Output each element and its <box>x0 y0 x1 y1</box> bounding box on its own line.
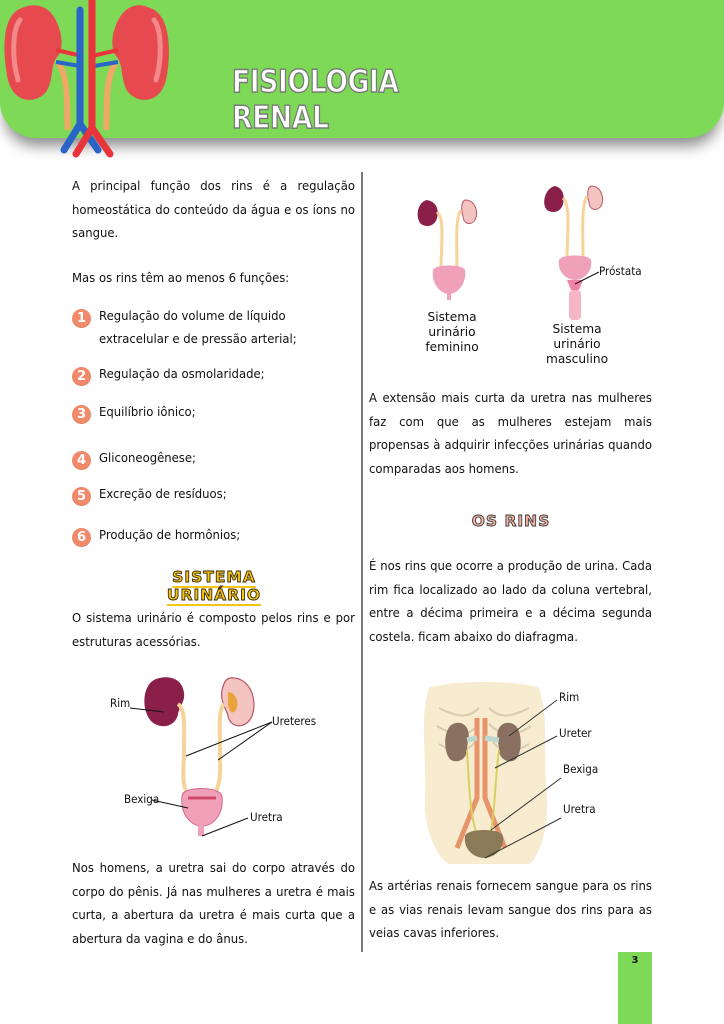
section-title-sistema-urinario: SISTEMA URINÁRIO <box>166 568 262 604</box>
urinary-system-paragraph: O sistema urinário é composto pelos rins e por estruturas acessórias. <box>72 610 355 649</box>
functions-intro: Mas os rins têm ao menos 6 funções: <box>72 270 290 285</box>
closing-paragraph-left: Nos homens, a uretra sai do corpo através do corpo do pênis. Já nas mulheres a uretra é mais curta, a abertura da uretra é mais curta que a abertura da vagina e do ânus. <box>72 860 355 946</box>
torso-kidney-illustration-icon <box>409 678 659 868</box>
function-label: Produção de hormônios; <box>99 527 241 542</box>
function-label: Regulação do volume de líquido extracelular e de pressão arterial; <box>99 308 297 346</box>
function-label: Gliconeogênese; <box>99 450 196 465</box>
function-item-5 <box>72 482 329 506</box>
function-item-6 <box>72 523 329 547</box>
caption-female-system: Sistema urinário feminino <box>425 310 479 354</box>
function-label: Equilíbrio iônico; <box>99 404 196 419</box>
body-kidney-location-figure <box>409 678 659 868</box>
kidneys-paragraph: É nos rins que ocorre a produção de urina. Cada rim fica localizado ao lado da coluna vertebral, entre a décima primeira e a décima segunda costela. ficam abaixo do diafragma. <box>369 558 652 644</box>
function-label: Regulação da osmolaridade; <box>99 366 265 381</box>
label-bexiga: Bexiga <box>124 792 160 806</box>
number-badge-icon: 2 <box>72 367 91 386</box>
number-badge-icon: 1 <box>72 309 91 328</box>
label-prostata: Próstata <box>599 264 642 278</box>
label-uretra: Uretra <box>250 810 283 824</box>
label-rim: Rim <box>110 696 131 710</box>
function-item-2 <box>72 362 329 386</box>
urinary-system-figure <box>72 670 356 850</box>
intro-paragraph: A principal função dos rins é a regulação homeostática do conteúdo da água e os íons no sangue. <box>72 178 355 240</box>
function-item-4 <box>72 446 329 470</box>
column-divider <box>361 172 363 952</box>
number-badge-icon: 6 <box>72 528 91 547</box>
male-female-comparison-figure <box>369 174 659 374</box>
function-label: Excreção de resíduos; <box>99 486 227 501</box>
number-badge-icon: 3 <box>72 405 91 424</box>
function-item-3 <box>72 400 329 424</box>
label-ureter: Ureter <box>559 726 592 740</box>
section-title-os-rins: OS RINS <box>471 512 551 530</box>
page-title: FISIOLOGIA RENAL <box>232 64 399 136</box>
label-rim: Rim <box>559 690 580 704</box>
page-number-tab <box>618 952 652 1024</box>
kidney-illustration-icon <box>0 0 175 158</box>
comparison-paragraph: A extensão mais curta da uretra nas mulheres faz com que as mulheres estejam mais propensas à adquirir infecções urinárias quando comparadas aos homens. <box>369 390 652 476</box>
number-badge-icon: 4 <box>72 451 91 470</box>
caption-male-system: Sistema urinário masculino <box>545 322 609 366</box>
function-item-1 <box>72 304 329 350</box>
number-badge-icon: 5 <box>72 487 91 506</box>
label-uretra: Uretra <box>563 802 596 816</box>
closing-paragraph-right: As artérias renais fornecem sangue para os rins e as vias renais levam sangue dos rins para as veias cavas inferiores. <box>369 878 652 940</box>
label-bexiga: Bexiga <box>563 762 599 776</box>
label-ureteres: Ureteres <box>272 714 317 728</box>
page-number: 3 <box>631 955 639 966</box>
